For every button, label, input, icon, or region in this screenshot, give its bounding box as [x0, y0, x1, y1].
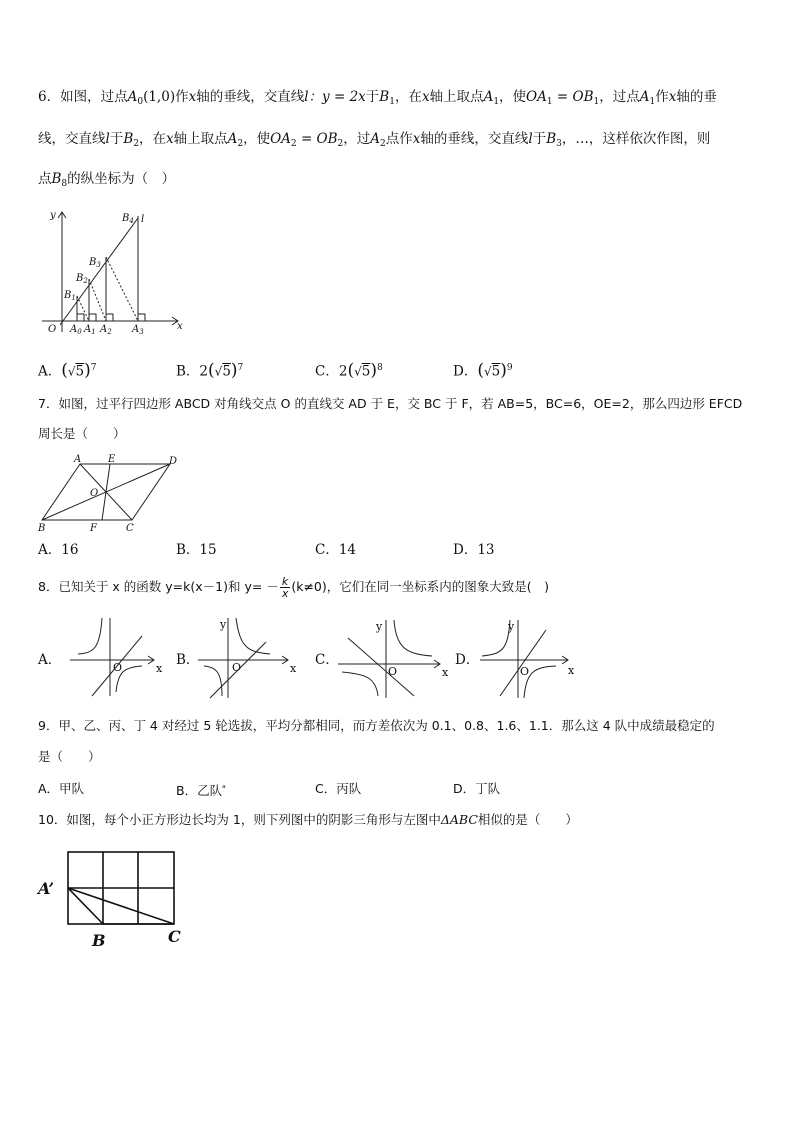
- svg-text:l: l: [141, 214, 145, 225]
- q8-graph-b: [196, 612, 300, 700]
- q6-option-b[interactable]: B．$2(√5)^7$: [176, 360, 244, 381]
- q8-graph-a: [68, 612, 168, 700]
- q7-line-ef: [102, 464, 110, 520]
- svg-text:E: E: [108, 454, 116, 465]
- q7-option-b[interactable]: B．15: [176, 542, 217, 558]
- q6-line-l: [60, 218, 138, 325]
- q7-line-1: 7．如图，过平行四边形 ABCD 对角线交点 O 的直线交 AD 于 E，交 BC 于 F，若 AB=5，BC=6，OE=2，那么四边形 EFCD: [38, 396, 743, 411]
- q7-option-a[interactable]: A．16: [38, 542, 79, 558]
- svg-text:y: y: [50, 210, 56, 221]
- svg-text:O: O: [90, 488, 99, 499]
- svg-text:A2: $A_2$: [100, 324, 112, 336]
- q8-fraction: $\frac{k}{x}$: [281, 575, 289, 600]
- q10-line-1: 10．如图，每个小正方形边长均为 1，则下列图中的阴影三角形与左图中ΔABC相似的是（ ）: [38, 812, 578, 827]
- svg-text:B4: $B_4$: [122, 213, 134, 225]
- svg-text:B: B: [92, 931, 106, 950]
- svg-text:B2: $B_2$: [76, 273, 88, 285]
- q7-figure: [36, 452, 184, 534]
- svg-text:A1: $A_1$: [84, 324, 96, 336]
- svg-text:x: x: [177, 321, 183, 332]
- svg-text:A: A: [74, 454, 82, 465]
- svg-text:x: x: [568, 664, 575, 677]
- svg-text:x: x: [156, 662, 163, 675]
- q10-figure: [36, 844, 196, 952]
- q6-line-2: 线，交直线l于$B_2$，在x轴上取点$A_2$，使$OA_2 = OB_2$，过$A_2$点作x轴的垂线，交直线l于$B_3$，…，这样依次作图，则: [38, 131, 711, 149]
- q6-option-d[interactable]: D．$(√5)^9$: [453, 360, 513, 381]
- q6-line-1: 6．如图，过点$A_0(1,0)$作x轴的垂线，交直线l：y = 2x于$B_1$，在x轴上取点$A_1$，使$OA_1 = OB_1$，过点$A_1$作x轴的垂: [38, 89, 717, 107]
- svg-text:x: x: [442, 666, 449, 679]
- q8-option-b[interactable]: B．: [176, 652, 200, 668]
- svg-text:O: O: [113, 661, 123, 674]
- q9-option-d[interactable]: D．丁队: [453, 781, 501, 796]
- q7-option-c[interactable]: C．14: [315, 542, 357, 558]
- svg-text:C: C: [168, 927, 181, 946]
- q7-option-d[interactable]: D．13: [453, 542, 495, 558]
- q8-option-a[interactable]: A．: [38, 652, 62, 668]
- q6-figure: [38, 208, 188, 336]
- q6-option-c[interactable]: C．$2(√5)^8$: [315, 360, 383, 381]
- svg-text:A’: A’: [38, 879, 55, 898]
- svg-text:O: O: [520, 665, 530, 678]
- q9-option-a[interactable]: A．甲队: [38, 781, 85, 796]
- q9-line-2: 是（ ）: [38, 749, 101, 764]
- svg-text:O: O: [388, 665, 398, 678]
- svg-text:C: C: [126, 523, 134, 534]
- svg-text:A0: $A_0$: [70, 324, 82, 336]
- svg-text:x: x: [290, 662, 297, 675]
- svg-text:O: O: [48, 324, 57, 335]
- svg-text:A3: $A_3$: [132, 324, 144, 336]
- q8-line-1: 8．已知关于 x 的函数 y=k(x－1)和 y= － $\frac{k}{x}$ (k≠0)，它们在同一坐标系内的图象大致是( ): [38, 575, 550, 600]
- q9-option-b[interactable]: B．乙队$^ᵃ$: [176, 783, 226, 798]
- svg-text:B: B: [38, 523, 46, 534]
- svg-text:B3: $B_3$: [89, 257, 101, 269]
- q8-option-c[interactable]: C．: [315, 652, 339, 668]
- svg-text:y: y: [508, 620, 515, 633]
- q6-line-3: 点$B_8$的纵坐标为（ ）: [38, 171, 176, 189]
- q7-line-2: 周长是（ ）: [38, 426, 126, 441]
- q8-graph-d: [478, 612, 582, 700]
- svg-text:F: F: [90, 523, 97, 534]
- q10-triangle-abc: [68, 888, 174, 924]
- svg-text:D: D: [169, 456, 178, 467]
- q6-option-a[interactable]: A．$(√5)^7$: [38, 360, 97, 381]
- q9-option-c[interactable]: C．丙队: [315, 781, 362, 796]
- q8-option-d[interactable]: D．: [455, 652, 480, 668]
- svg-text:y: y: [376, 620, 383, 633]
- svg-text:y: y: [220, 618, 227, 631]
- svg-text:B1: $B_1$: [64, 290, 76, 302]
- svg-text:O: O: [232, 661, 242, 674]
- q9-line-1: 9．甲、乙、丙、丁 4 对经过 5 轮选拔，平均分都相同，而方差依次为 0.1、0.8、1.6、1.1．那么这 4 队中成绩最稳定的: [38, 718, 715, 733]
- q8-graph-c: [336, 612, 452, 700]
